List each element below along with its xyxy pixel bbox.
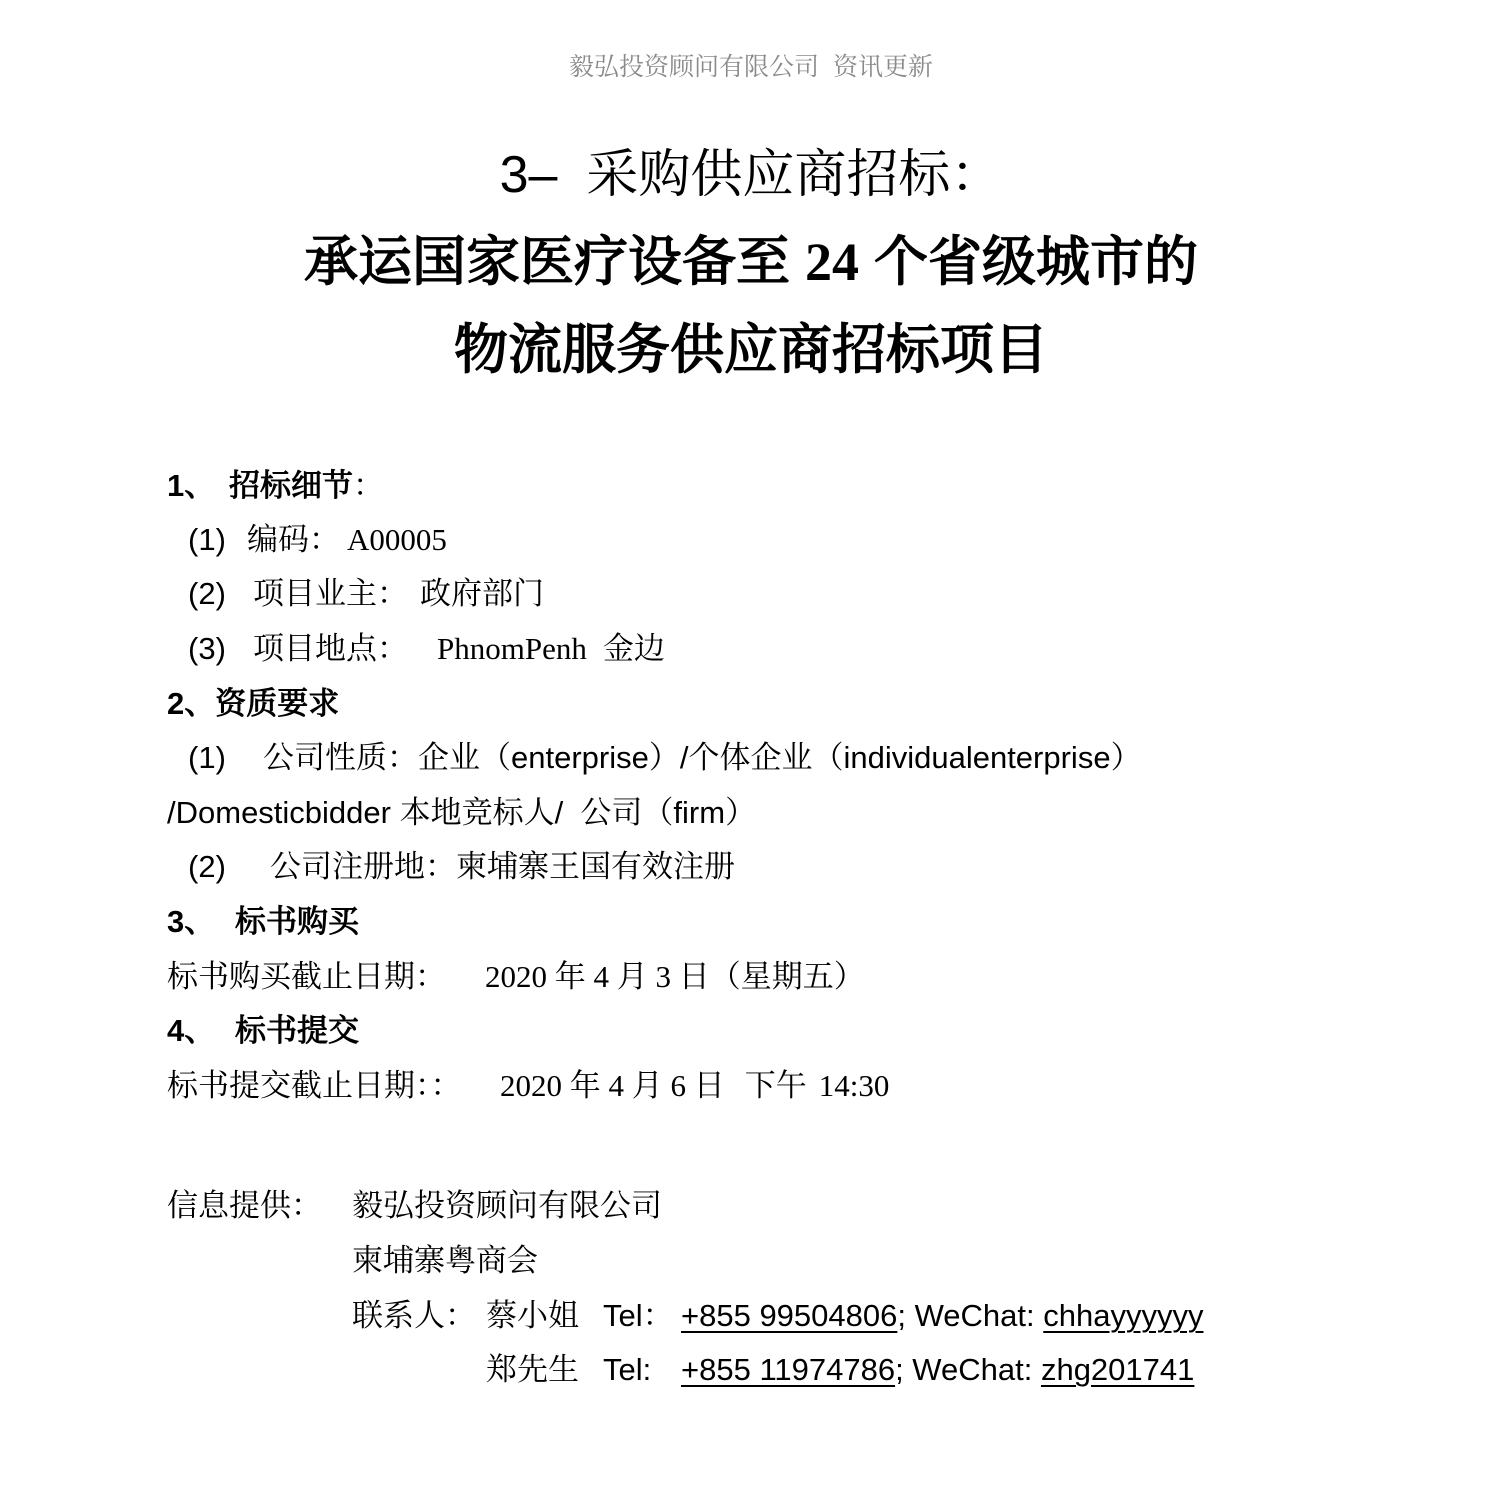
section-3-number: 3、 <box>167 904 216 939</box>
purchase-deadline-weekday: （星期五） <box>709 959 865 994</box>
contact-1-wechat-label: ; WeChat: <box>897 1298 1044 1333</box>
title-line-1-text: 3– 采购供应商招标： <box>499 146 1003 204</box>
title-line-2-part-a: 承运国家医疗设备至 <box>303 232 805 292</box>
info-provider-org-1-text: 毅弘投资顾问有限公司 <box>352 1188 662 1223</box>
tender-code-value: A00005 <box>347 522 447 557</box>
contact-row-1 <box>486 1289 1203 1343</box>
tender-code-row <box>188 513 447 567</box>
contact-1-wechat-link[interactable]: chhayyyyyy <box>1043 1298 1204 1333</box>
company-nature-index: (1) <box>188 740 226 775</box>
project-owner-row <box>188 567 544 621</box>
tender-code-index: (1) <box>188 522 226 557</box>
tender-code-label: 编码： <box>247 522 340 557</box>
submission-deadline-label: 标书提交截止日期：： <box>167 1068 462 1103</box>
title-line-3 <box>0 316 1502 384</box>
section-4-title: 标书提交 <box>235 1013 359 1048</box>
project-location-label: 项目地点： <box>253 631 408 666</box>
contact-2-wechat-label: ; WeChat: <box>895 1352 1041 1387</box>
company-nature-text-cont: /Domesticbidder 本地竞标人/ 公司（firm） <box>167 795 757 830</box>
title-line-3-text: 物流服务供应商招标项目 <box>454 320 1048 380</box>
section-3-heading <box>167 895 359 949</box>
project-location-row <box>188 622 665 676</box>
contact-1-tel-label: Tel： <box>603 1298 674 1333</box>
contact-1-name: 蔡小姐 <box>486 1298 579 1333</box>
info-provider-org-1 <box>352 1179 662 1233</box>
submission-deadline-time: 14:30 <box>818 1068 890 1103</box>
section-1-colon: ： <box>353 468 384 503</box>
info-provider-org-2-text: 柬埔寨粤商会 <box>352 1243 538 1278</box>
submission-deadline-date: 2020 年 4 月 6 日 <box>500 1068 725 1103</box>
contact-label <box>352 1289 476 1343</box>
purchase-deadline-date: 2020 年 4 月 3 日 <box>485 959 710 994</box>
page-header: 毅弘投资顾问有限公司 资讯更新 <box>569 53 933 81</box>
section-4-number: 4、 <box>167 1013 216 1048</box>
project-owner-index: (2) <box>188 576 226 611</box>
submission-deadline-row <box>167 1059 889 1113</box>
project-owner-label: 项目业主： <box>253 576 408 611</box>
contact-2-wechat-link[interactable]: zhg201741 <box>1040 1352 1195 1387</box>
info-provider-label <box>167 1179 322 1233</box>
section-2-title: 2、资质要求 <box>167 686 340 721</box>
section-3-title: 标书购买 <box>235 904 359 939</box>
section-4-heading <box>167 1004 359 1058</box>
contact-label-text: 联系人： <box>352 1298 476 1333</box>
company-registration-index: (2) <box>188 849 226 884</box>
purchase-deadline-label: 标书购买截止日期： <box>167 959 446 994</box>
purchase-deadline-row <box>167 950 865 1004</box>
contact-row-2 <box>486 1343 1194 1397</box>
company-nature-continuation <box>167 786 756 840</box>
title-line-2 <box>0 228 1502 296</box>
contact-1-phone-link[interactable]: +855 99504806 <box>681 1298 898 1333</box>
title-line-2-number: 24 <box>805 232 859 292</box>
project-location-index: (3) <box>188 631 226 666</box>
company-nature-row <box>188 731 1142 785</box>
company-registration-text: 公司注册地：柬埔寨王国有效注册 <box>270 849 735 884</box>
contact-2-phone-link[interactable]: +855 11974786 <box>681 1352 896 1387</box>
contact-2-tel-label: Tel: <box>603 1352 660 1387</box>
project-owner-value: 政府部门 <box>420 576 544 611</box>
project-location-value-en: PhnomPenh <box>437 631 587 666</box>
section-1-title: 招标细节 <box>229 468 353 503</box>
contact-2-name: 郑先生 <box>486 1352 579 1387</box>
title-line-1 <box>0 141 1502 209</box>
company-registration-row <box>188 840 735 894</box>
section-1-heading <box>167 459 384 513</box>
section-2-heading <box>167 677 339 731</box>
company-nature-text: 公司性质：企业（enterprise）/个体企业（individualenterprise） <box>263 740 1142 775</box>
info-provider-label-text: 信息提供： <box>167 1188 322 1223</box>
info-provider-org-2 <box>352 1234 538 1288</box>
project-location-value-cn: 金边 <box>602 631 665 666</box>
section-1-number: 1、 <box>167 468 216 503</box>
title-line-2-part-b: 个省级城市的 <box>859 232 1199 292</box>
submission-deadline-period: 下午 <box>744 1068 807 1103</box>
